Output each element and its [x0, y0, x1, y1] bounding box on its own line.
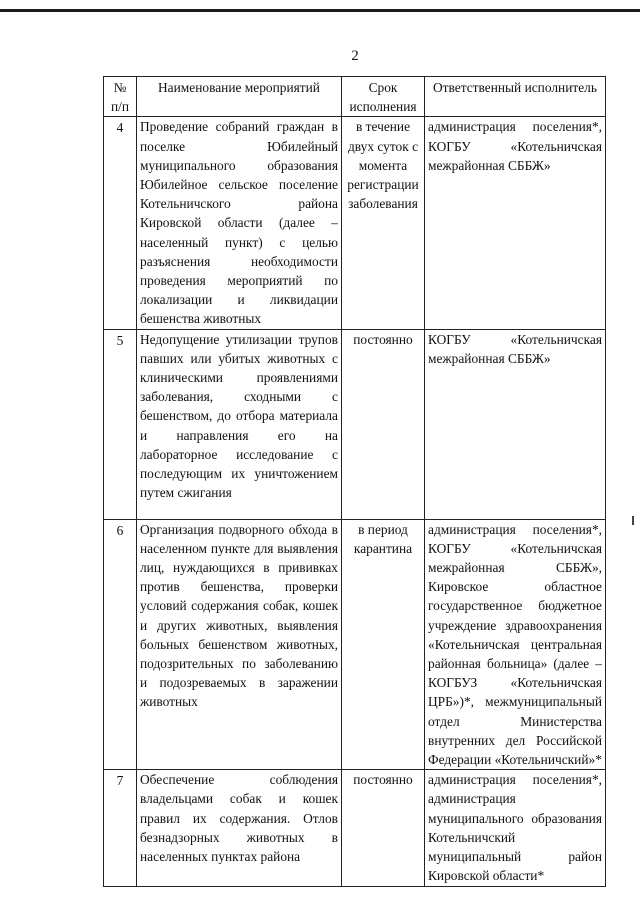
row-measure: Проведение собраний граждан в поселке Юбилейный муниципального образования Юбилейное сельское поселение Котельничского района Кировской области (далее – населенный пункт) с целью разъяснения необходимости проведения мероприятий по локализации и ликвидации бешенства животных: [137, 117, 342, 329]
row-num: 4: [104, 117, 137, 329]
row-responsible: администрация поселения*, администрация муниципального образования Котельничский муниципальный район Кировской области*: [425, 770, 606, 886]
row-term: в период карантина: [342, 519, 425, 770]
row-responsible: КОГБУ «Котельничская межрайонная СББЖ»: [425, 329, 606, 519]
row-term: постоянно: [342, 770, 425, 886]
row-term: в течение двух суток с момента регистрации заболевания: [342, 117, 425, 329]
measures-table: [103, 76, 606, 887]
top-border-line: [0, 9, 640, 12]
header-name: Наименование мероприятий: [137, 77, 342, 117]
header-responsible: Ответственный исполнитель: [425, 77, 606, 117]
row-measure: Организация подворного обхода в населенном пункте для выявления лиц, нуждающихся в прививках против бешенства, проверки условий содержания собак, кошек и других животных, выявления больных бешенством животных, подозрительных по заболеванию и подозреваемых в заражении животных: [137, 519, 342, 770]
row-num: 7: [104, 770, 137, 886]
row-responsible: администрация поселения*, КОГБУ «Котельничская межрайонная СББЖ»: [425, 117, 606, 329]
table-row: [104, 117, 606, 329]
row-measure: Обеспечение соблюдения владельцами собак и кошек правил их содержания. Отлов безнадзорных животных в населенных пунктах района: [137, 770, 342, 886]
table-row: [104, 770, 606, 886]
scan-artifact-mark: [632, 516, 634, 525]
table-row: [104, 519, 606, 770]
header-term: Срок исполнения: [342, 77, 425, 117]
header-num: № п/п: [104, 77, 137, 117]
row-responsible: администрация поселения*, КОГБУ «Котельничская межрайонная СББЖ», Кировское областное государственное бюджетное учреждение здравоохранения «Котельничская центральная районная больница» (далее – КОГБУЗ «Котельничская ЦРБ»)*, межмуниципальный отдел Министерства внутренних дел Российской Федерации «Котельничский»*: [425, 519, 606, 770]
row-num: 6: [104, 519, 137, 770]
page-number: 2: [351, 48, 359, 64]
table-row: [104, 329, 606, 519]
table-header-row: [104, 77, 606, 117]
row-term: постоянно: [342, 329, 425, 519]
row-measure: Недопущение утилизации трупов павших или убитых животных с клиническими проявлениями заболевания, сходными с бешенством, до отбора материала и направления его на лабораторное исследование с последующим их уничтожением путем сжигания: [137, 329, 342, 519]
row-num: 5: [104, 329, 137, 519]
